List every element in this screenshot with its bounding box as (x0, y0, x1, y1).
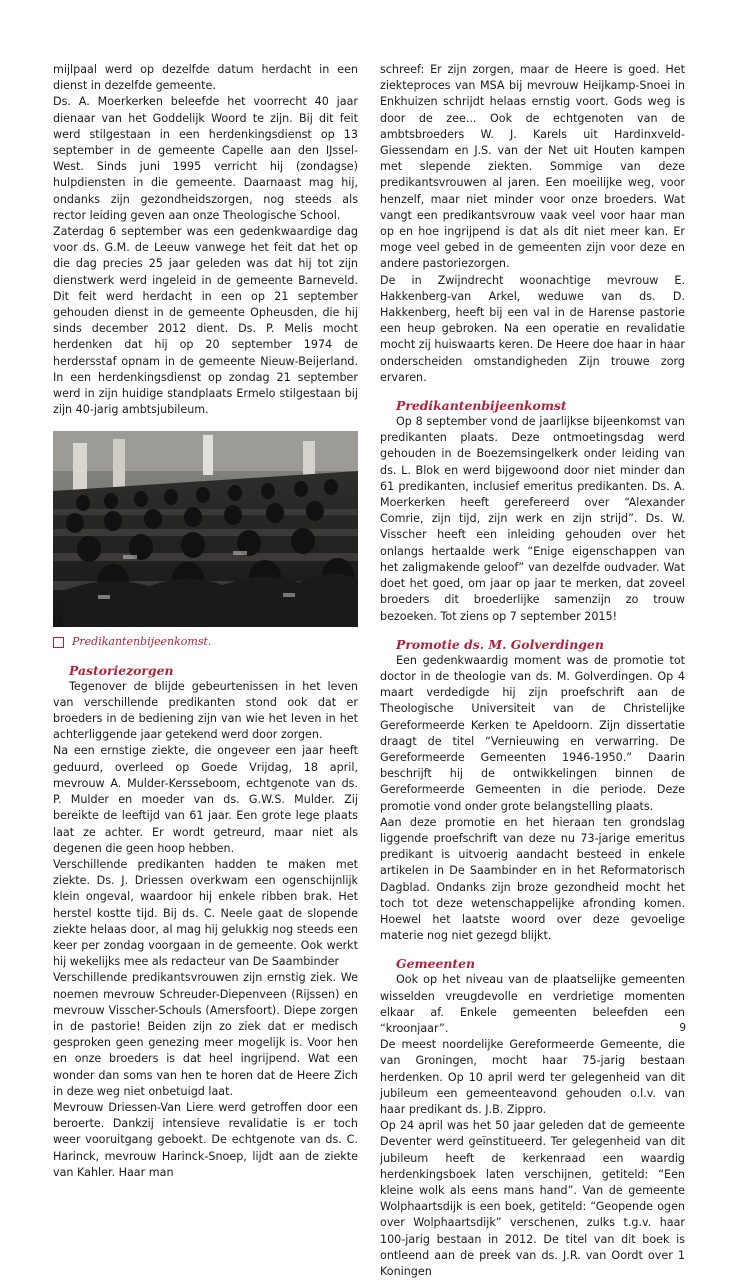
paragraph: Op 24 april was het 50 jaar geleden dat de gemeente Deventer werd geïnstitueerd. Ter gelegenheid van dit jubileum heeft de kerkenraad een waardig herdenkingsboek laten verschijnen, getiteld: “Een kleine wolk als eens mans hand”. Van de gemeente Wolphaartsdijk is een boek, getiteld: “Geopende ogen over Wolphaartsdijk” verschenen, zulks t.g.v. haar 100-jarig bestaan in 2012. De titel van dit boek is ontleend aan de preek van ds. J.R. van Oordt over 1 Koningen (380, 1119, 685, 1279)
paragraph: Mevrouw Driessen-Van Liere werd getroffen door een beroerte. Dankzij intensieve revalidatie is er toch weer vooruitgang geboekt. De echtgenote van ds. C. Harinck, mevrouw Harinck-Snoep, lijdt aan de ziekte van Kahler. Haar man (53, 1100, 358, 1179)
left-column (53, 62, 358, 1181)
paragraph: Ook op het niveau van de plaatselijke gemeenten wisselden vreugdevolle en verdrietige momenten elkaar af. Enkele gemeenten beleefden een “kroonjaar”. (380, 973, 685, 1035)
caption-square-icon (53, 637, 64, 648)
paragraph: Ds. A. Moerkerken beleefde het voorrecht 40 jaar dienaar van het Goddelijk Woord te zijn. Bij dit feit werd stilgestaan in een herdenkingsdienst op 13 september in de gemeente Capelle aan den IJssel-West. Sinds juni 1995 verricht hij (zondagse) hulpdiensten in die gemeente. Daarnaast mag hij, ondanks zijn gezondheidszorgen, nog steeds als rector leiding geven aan onze Theologische School. (53, 95, 358, 222)
photo-caption (53, 634, 358, 650)
paragraph: Na een ernstige ziekte, die ongeveer een jaar heeft geduurd, overleed op Goede Vrijdag, 18 april, mevrouw A. Mulder-Kersseboom, echtgenote van ds. P. Mulder en moeder van ds. G.W.S. Mulder. Zij bereikte de leeftijd van 61 jaar. Een grote lege plaats laat ze achter. Er wordt getreurd, maar niet als degenen die geen hoop hebben. (53, 744, 358, 855)
section-heading-predikantenbijeenkomst: Predikantenbijeenkomst (396, 398, 567, 414)
paragraph: Een gedenkwaardig moment was de promotie tot doctor in de theologie van ds. M. Golverdingen. Op 4 maart verdedigde hij zijn proefschrift aan de Theologische Universiteit van de Christelijke Gereformeerde Kerken te Apeldoorn. Zijn dissertatie draagt de titel “Vernieuwing en verwarring. De Gereformeerde Gemeenten 1946-1950.” Daarin beschrijft hij de ontwikkelingen binnen de Gereformeerde Gemeenten in die periode. Deze promotie vond onder grote belangstelling plaats. (380, 653, 685, 813)
paragraph: mijlpaal werd op dezelfde datum herdacht in een dienst in dezelfde gemeente. (53, 63, 358, 93)
paragraph: Op 8 september vond de jaarlijkse bijeenkomst van predikanten plaats. Deze ontmoetingsdag werd gehouden in de Boezemsingelkerk onder leiding van ds. L. Blok en werd bijgewoond door niet minder dan 61 predikanten, inclusief emeritus predikanten. Ds. A. Moerkerken heeft gerefereerd over “Alexander Comrie, zijn tijd, zijn werk en zijn strijd”. Ds. W. Visscher heeft een inleiding gehouden over het onlangs hertaalde werk “Enige eigenschappen van het zaligmakende geloof” van dezelfde oudvader. Wat doet het goed, om jaar op jaar te merken, dat zoveel broeders dit broederlijke samenzijn zo trouw bezoeken. Tot ziens op 7 september 2015! (380, 415, 685, 623)
section-heading-pastoriezorgen: Pastoriezorgen (69, 662, 174, 678)
meeting-photo (53, 431, 358, 627)
paragraph: De meest noordelijke Gereformeerde Gemeente, die van Groningen, mocht haar 75-jarig bestaan herdenken. Op 10 april werd ter gelegenheid van dit jubileum een gemeenteavond gehouden o.l.v. van haar predikant ds. J.B. Zippro. (380, 1038, 685, 1116)
paragraph: Aan deze promotie en het hieraan ten grondslag liggende proefschrift van deze nu 73-jarige emeritus predikant is uitvoerig aandacht besteed in enkele artikelen in De Saambinder en in het Reformatorisch Dagblad. Ondanks zijn broze gezondheid mocht het toch tot deze wetenschappelijke afronding komen. Hoewel het laatste woord over deze gevoelige materie nog niet gezegd blijkt. (380, 815, 685, 943)
section-heading-gemeenten: Gemeenten (396, 956, 475, 972)
paragraph: Verschillende predikanten hadden te maken met ziekte. Ds. J. Driessen overkwam een ogenschijnlijk klein ongeval, waardoor hij enkele ribben brak. Het herstel kostte tijd. Bij ds. C. Neele gaat de slopende ziekte helaas door, al mag hij gelukkig nog steeds een keer per zondag voorgaan in de gemeente. Ook werkt hij wekelijks mee als redacteur van De Saambinder (53, 857, 358, 969)
meeting-photo-illustration (53, 431, 358, 627)
right-column (380, 62, 685, 1280)
paragraph: Zaterdag 6 september was een gedenkwaardige dag voor ds. G.M. de Leeuw vanwege het feit dat het op die dag precies 25 jaar geleden was dat hij tot zijn dienstwerk werd ingeleid in de gemeente Barneveld. Dit feit werd herdacht in een op 21 september gehouden dienst in de gemeente Opheusden, die hij sinds december 2012 dient. Ds. P. Melis mocht herdenken dat hij op 20 september 1974 de herdersstaf opnam in de gemeente Nieuw-Beijerland. In een herdenkingsdienst op zondag 21 september werd in zijn huidige standplaats Ermelo stilgestaan bij zijn 40-jarig ambtsjubileum. (53, 225, 358, 417)
paragraph: Tegenover de blijde gebeurtenissen in het leven van verschillende predikanten stond ook dat er broeders in de bediening zijn van wie het leven in het achterliggende jaar getekend werd door zorgen. (53, 679, 358, 742)
paragraph: Verschillende predikantsvrouwen zijn ernstig ziek. We noemen mevrouw Schreuder-Diepenveen (Rijssen) en mevrouw Visscher-Schouls (Amersfoort). Diepe zorgen in de pastorie! Beiden zijn zo ziek dat er medisch gesproken geen genezing meer mogelijk is. Voor hen en onze broeders is dat heel ingrijpend. Wat een wonder dan soms van hen te horen dat de Heere Zich in deze weg niet onbetuigd laat. (53, 971, 358, 1098)
paragraph: schreef: Er zijn zorgen, maar de Heere is goed. Het ziekteproces van MSA bij mevrouw Heijkamp-Snoei in Enkhuizen schrijdt helaas ernstig voort. Gods weg is door de zee... Ook de echtgenoten van de ambtsbroeders W. J. Karels uit Hardinxveld-Giessendam en J.S. van der Net uit Houten kampen met slepende ziekten. Sommige van deze predikantsvrouwen al jaren. Een moeilijke weg, voor henzelf, maar niet minder voor onze broeders. Wat vangt een predikantsvrouw vaak veel voor haar man op en hoe ingrijpend is dat als dit niet meer kan. Er moge veel gebed in de gemeenten zijn voor deze en andere pastoriezorgen. (380, 63, 685, 271)
paragraph: De in Zwijndrecht woonachtige mevrouw E. Hakkenberg-van Arkel, weduwe van ds. D. Hakkenberg, heeft bij een val in de Harense pastorie een heup gebroken. Na een operatie en revalidatie mocht zij huiswaarts keren. De Heere doe haar in haar onderscheiden omstandigheden Zijn trouwe zorg ervaren. (380, 273, 685, 384)
section-heading-promotie: Promotie ds. M. Golverdingen (396, 636, 604, 652)
page-number: 9 (679, 1022, 686, 1034)
photo-caption-text: Predikantenbijeenkomst. (72, 635, 212, 649)
